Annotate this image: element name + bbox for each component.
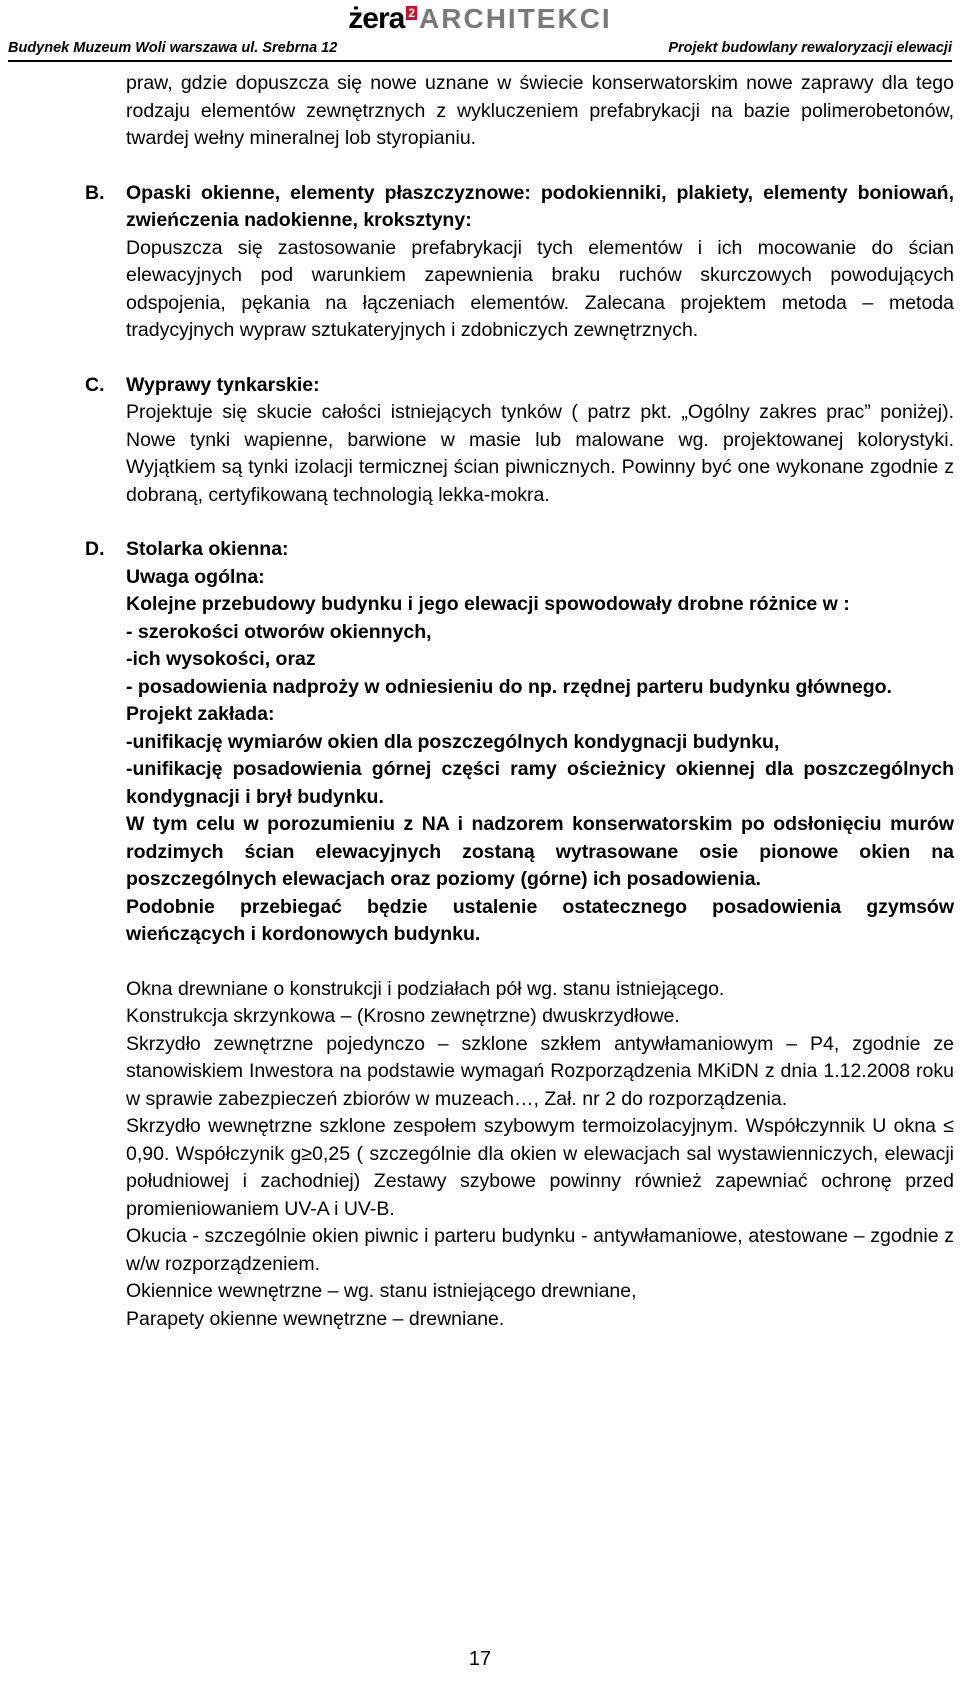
spec-line: Okna drewniane o konstrukcji i podziałach pół wg. stanu istniejącego. [126, 977, 725, 1000]
logo-badge: 2 [408, 6, 416, 20]
project-line: -unifikację posadowienia górnej części ramy ościeżnicy okiennej dla poszczególnych kondygnacji i brył budynku. [126, 758, 954, 808]
section-d-letter: D. [85, 538, 105, 560]
note-line: - szerokości otworów okiennych, [126, 620, 432, 643]
spec-line: Konstrukcja skrzynkowa – (Krosno zewnętrzne) dwuskrzydłowe. [126, 1005, 680, 1027]
section-b-letter: B. [85, 181, 105, 204]
project-line: -unifikację wymiarów okien dla poszczególnych kondygnacji budynku, [126, 730, 780, 753]
section-d-title: Stolarka okienna: [126, 538, 289, 560]
section-d [85, 536, 954, 1333]
logo [0, 2, 960, 36]
spec-line: Parapety okienne wewnętrzne – drewniane. [126, 1307, 505, 1330]
intro-paragraph: praw, gdzie dopuszcza się nowe uznane w świecie konserwatorskim nowe zaprawy dla tego rodzaju elementów zewnętrznych z wykluczeniem prefabrykacji na bazie polimerobetonów, twardej wełny mineralnej lob styropianiu. [126, 72, 954, 149]
note-title: Uwaga ogólna: [126, 565, 265, 588]
section-c [85, 372, 954, 510]
page-number: 17 [468, 1648, 492, 1670]
running-header [8, 40, 952, 56]
project-line: Podobnie przebiegać będzie ustalenie ostatecznego posadowienia gzymsów wieńczących i kordonowych budynku. [126, 895, 954, 945]
spec-line: Skrzydło wewnętrzne szklone zespołem szybowym termoizolacyjnym. Współczynnik U okna ≤ 0,90. Współczynik g≥0,25 ( szczególnie dla okien w elewacjach sal wystawienniczych, elewacji południowej i zachodniej) Zestawy szybowe powinny również zapewniać ochronę przed promieniowaniem UV-A i UV-B. [126, 1115, 954, 1220]
section-c-title: Wyprawy tynkarskie: [126, 373, 320, 396]
page-content [85, 70, 954, 1333]
note-line: - posadowienia nadproży w odniesieniu do np. rzędnej parteru budynku głównego. [126, 675, 892, 698]
logo-brand: ARCHITEKCI [419, 3, 612, 34]
section-b-body: Dopuszcza się zastosowanie prefabrykacji tych elementów i ich mocowanie do ścian elewacyjnych pod warunkiem zapewnienia braku ruchów skurczowych powodujących odspojenia, pękania na łączeniach elementów. Zalecana projektem metoda – metoda tradycyjnych wypraw sztukateryjnych i zdobniczych zewnętrznych. [126, 236, 954, 341]
section-b-title: Opaski okienne, elementy płaszczyznowe: podokienniki, plakiety, elementy boniowań, zwieńczenia nadokienne, kroksztyny: [126, 181, 954, 231]
section-c-body: Projektuje się skucie całości istniejących tynków ( patrz pkt. „Ogólny zakres prac” poniżej). Nowe tynki wapienne, barwione w masie lub malowane wg. projektowanej kolorystyki. Wyjątkiem są tynki izolacji termicznej ścian piwnicznych. Powinny być one wykonane zgodnie z dobraną, certyfikowaną technologią lekka-mokra. [126, 401, 954, 506]
project-title: Projekt zakłada: [126, 703, 275, 725]
header-rule [8, 60, 952, 62]
header-left: Budynek Muzeum Woli warszawa ul. Srebrna 12 [8, 40, 338, 56]
spec-line: Skrzydło zewnętrzne pojedynczo – szklone szkłem antywłamaniowym – P4, zgodnie ze stanowiskiem Inwestora na podstawie wymagań Rozporządzenia MKiDN z dnia 1.12.2008 roku w sprawie zabezpieczeń zbiorów w muzeach…, Zał. nr 2 do rozporządzenia. [126, 1032, 954, 1110]
section-b [85, 180, 954, 345]
section-c-letter: C. [85, 373, 105, 396]
spec-line: Okiennice wewnętrzne – wg. stanu istniejącego drewniane, [126, 1280, 637, 1302]
spec-line: Okucia - szczególnie okien piwnic i parteru budynku - antywłamaniowe, atestowane – zgodnie z w/w rozporządzeniem. [126, 1225, 954, 1275]
project-line: W tym celu w porozumieniu z NA i nadzorem konserwatorskim po odsłonięciu murów rodzimych ścian elewacyjnych zostaną wytrasowane osie pionowe okien na poszczególnych elewacjach oraz poziomy (górne) ich posadowienia. [126, 813, 954, 890]
note-line: -ich wysokości, oraz [126, 648, 316, 670]
header-right: Projekt budowlany rewaloryzacji elewacji [668, 40, 952, 56]
logo-word: żera [348, 2, 405, 35]
note-line: Kolejne przebudowy budynku i jego elewacji spowodowały drobne różnice w : [126, 593, 850, 615]
